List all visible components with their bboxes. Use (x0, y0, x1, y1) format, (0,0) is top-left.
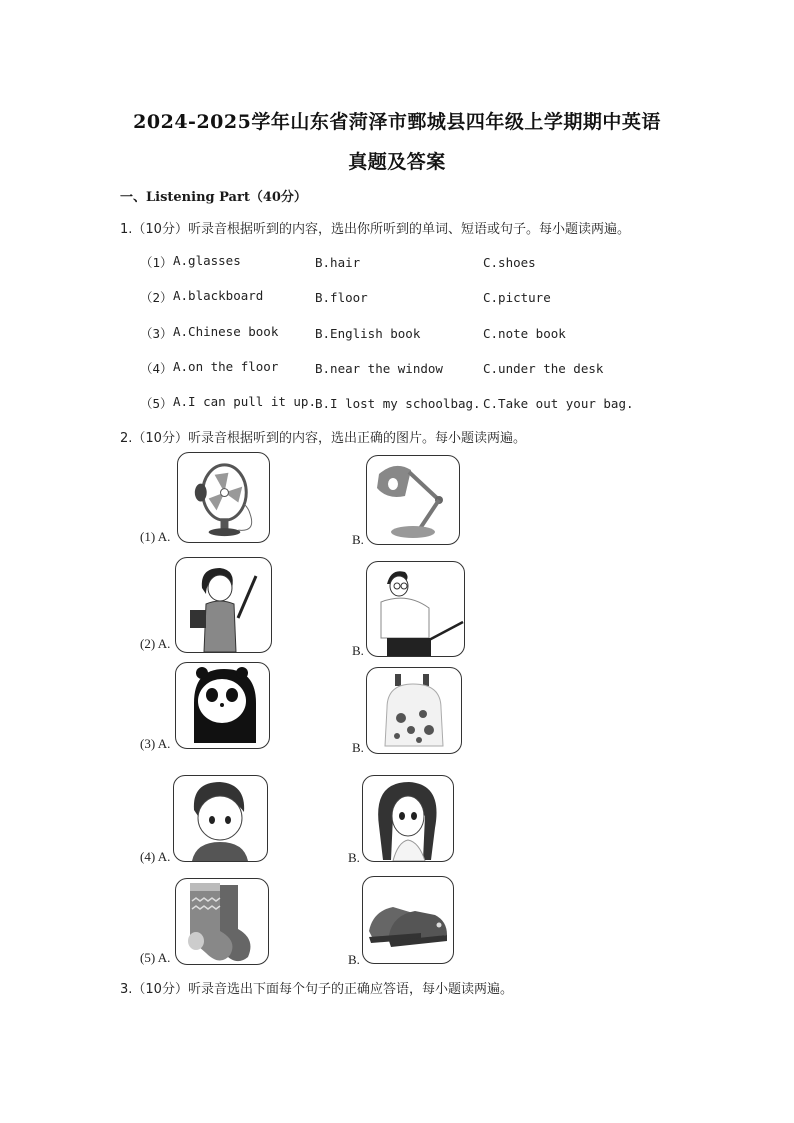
q1-item-4-option-a: A.on the floor (173, 359, 279, 374)
q2-item-1-label-a: (1) A. (140, 529, 171, 544)
q1-item-4-option-c: C.under the desk (483, 361, 604, 376)
question-2-prompt: 2.（10分）听录音根据听到的内容，选出正确的图片。每小题读两遍。 (120, 431, 526, 446)
q1-item-5-option-b: B.I lost my schoolbag. (315, 396, 481, 411)
q1-item-5-option-a: A.I can pull it up. (173, 394, 316, 409)
q2-item-3-label-b: B. (352, 740, 364, 755)
panda-backpack-image (175, 662, 270, 749)
female-teacher-image (175, 557, 272, 653)
q2-item-5-label-a: (5) A. (140, 950, 171, 965)
q1-item-3-option-a: A.Chinese book (173, 324, 279, 339)
q2-item-1-label-b: B. (352, 532, 364, 547)
q1-item-2-option-b: B.floor (315, 290, 368, 305)
boy-image (173, 775, 268, 862)
q2-item-2-label-a: (2) A. (140, 636, 171, 651)
document-title-line2: 真题及答案 (348, 151, 446, 173)
q1-item-3-num: （3） (140, 326, 173, 341)
q1-item-1-num: （1） (140, 255, 173, 270)
q1-item-5-option-c: C.Take out your bag. (483, 396, 634, 411)
question-3-prompt: 3.（10分）听录音选出下面每个句子的正确应答语，每小题读两遍。 (120, 982, 513, 997)
q2-item-5-label-b: B. (348, 952, 360, 967)
q2-item-4-label-a: (4) A. (140, 849, 171, 864)
q1-item-2-option-c: C.picture (483, 290, 551, 305)
socks-image (175, 878, 269, 965)
q1-item-4-num: （4） (140, 361, 173, 376)
q2-item-4-label-b: B. (348, 850, 360, 865)
male-teacher-image (366, 561, 465, 657)
q1-item-1-option-b: B.hair (315, 255, 361, 270)
q2-item-3-label-a: (3) A. (140, 736, 171, 751)
question-1-prompt: 1.（10分）听录音根据听到的内容，选出你所听到的单词、短语或句子。每小题读两遍。 (120, 222, 630, 237)
q1-item-3-option-c: C.note book (483, 326, 566, 341)
sneakers-image (362, 876, 454, 964)
electric-fan-image (177, 452, 270, 543)
section-heading-listening: 一、Listening Part（40分） (120, 190, 307, 205)
q1-item-2-num: （2） (140, 290, 173, 305)
q1-item-1-option-c: C.shoes (483, 255, 536, 270)
q1-item-4-option-b: B.near the window (315, 361, 443, 376)
giraffe-backpack-image (366, 667, 462, 754)
q1-item-2-option-a: A.blackboard (173, 288, 264, 303)
document-title-line1: 2024-2025学年山东省菏泽市鄄城县四年级上学期期中英语 (133, 111, 661, 133)
girl-with-braids-image (362, 775, 454, 862)
desk-lamp-image (366, 455, 460, 545)
q1-item-5-num: （5） (140, 396, 173, 411)
q2-item-2-label-b: B. (352, 643, 364, 658)
q1-item-1-option-a: A.glasses (173, 253, 241, 268)
q1-item-3-option-b: B.English book (315, 326, 421, 341)
